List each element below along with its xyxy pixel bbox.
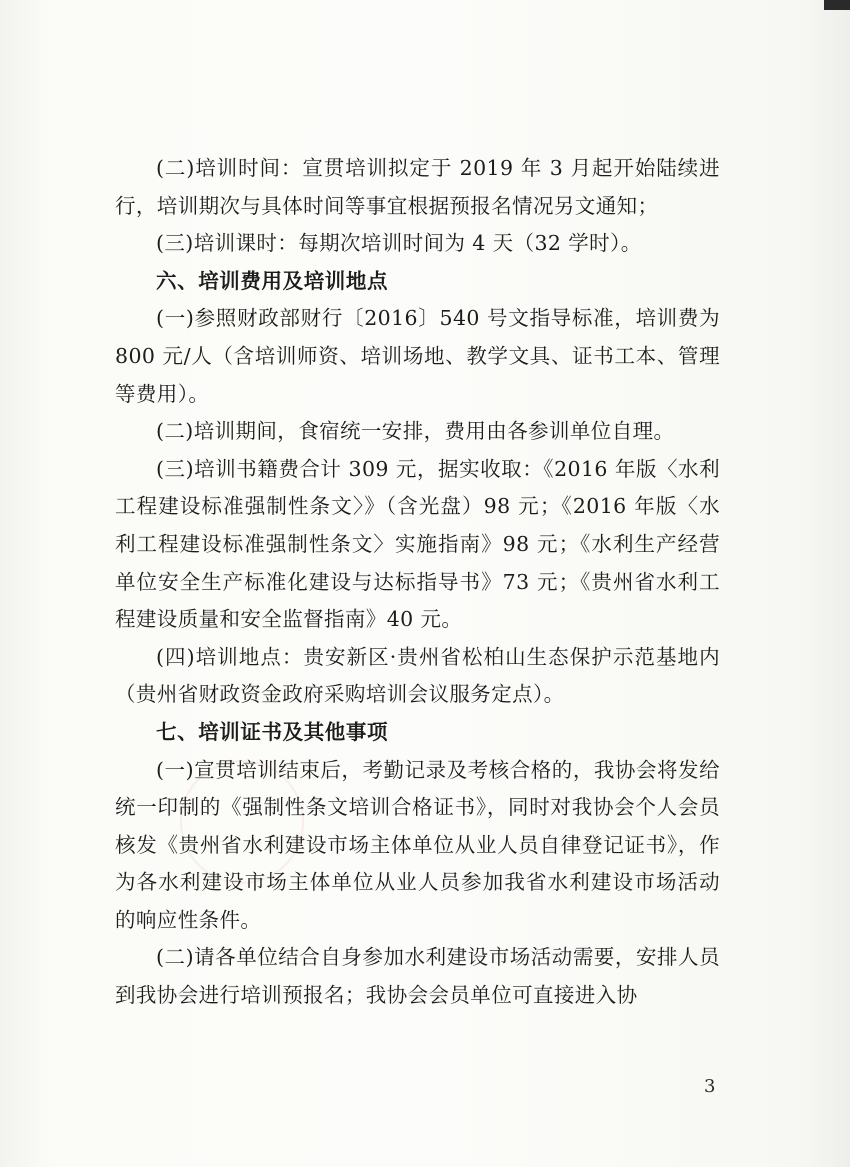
body-paragraph: (一)宣贯培训结束后，考勤记录及考核合格的，我协会将发给统一印制的《强制性条文培训合格证书》，同时对我协会个人会员核发《贵州省水利建设市场主体单位从业人员自律登记证书》，作为各水利建设市场主体单位从业人员参加我省水利建设市场活动的响应性条件。 <box>115 757 720 932</box>
section-heading: 七、培训证书及其他事项 <box>156 719 389 744</box>
body-paragraph: (三)培训书籍费合计 309 元，据实收取：《2016 年版〈水利工程建设标准强制性条文〉》（含光盘）98 元；《2016 年版〈水利工程建设标准强制性条文〉实施指南》98 元；《水利生产经营单位安全生产标准化建设与达标指导书》73 元；《贵州省水利工程建设质量和安全监督指南》40 元。 <box>115 456 720 632</box>
body-paragraph: (二)请各单位结合自身参加水利建设市场活动需要，安排人员到我协会进行培训预报名；我协会会员单位可直接进入协 <box>115 945 720 1008</box>
body-paragraph: (一)参照财政部财行〔2016〕540 号文指导标准，培训费为 800 元/人（含培训师资、培训场地、教学文具、证书工本、管理等费用）。 <box>115 306 720 406</box>
body-paragraph: (三)培训课时：每期次培训时间为 4 天（32 学时）。 <box>156 231 642 256</box>
body-paragraph: (二)培训期间，食宿统一安排，费用由各参训单位自理。 <box>156 419 675 444</box>
section-heading: 六、培训费用及培训地点 <box>156 268 389 293</box>
scan-corner-mark <box>824 0 850 10</box>
page-number: 3 <box>704 1076 716 1097</box>
body-paragraph: (二)培训时间：宣贯培训拟定于 2019 年 3 月起开始陆续进行，培训期次与具体时间等事宜根据预报名情况另文通知； <box>115 156 720 218</box>
document-body <box>115 150 720 1015</box>
body-paragraph: (四)培训地点：贵安新区·贵州省松柏山生态保护示范基地内（贵州省财政资金政府采购培训会议服务定点）。 <box>115 644 720 707</box>
